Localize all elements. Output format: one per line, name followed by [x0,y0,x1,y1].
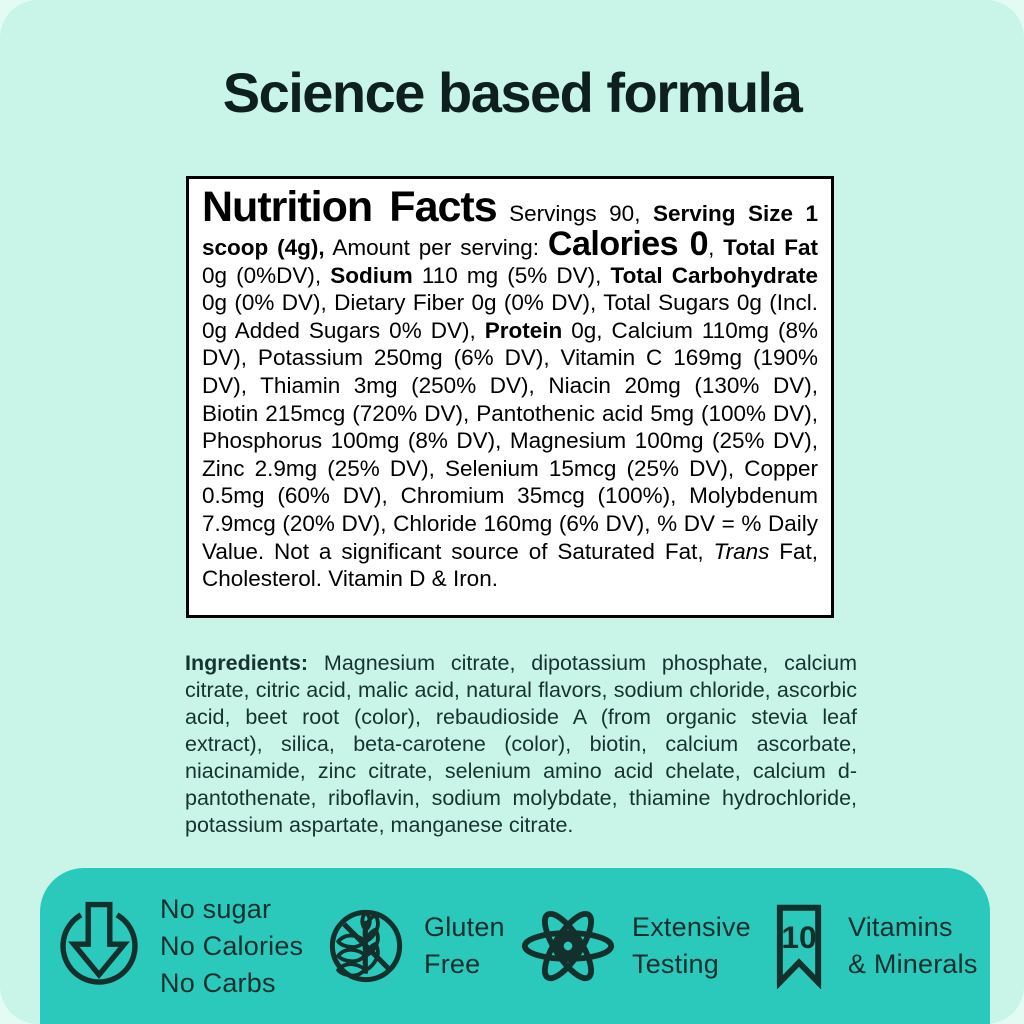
feature-vitamins-minerals [766,868,978,1024]
nutrition-segment: Nutrition Facts [202,183,497,231]
nutrition-segment: Fat, Cholesterol. Vitamin D & Iron. [202,538,818,592]
nutrition-segment: 0g (0%DV), [202,262,331,288]
nutrition-segment: 0g (0% DV), Dietary Fiber 0g (0% DV), Total Sugars 0g (Incl. 0g Added Sugars 0% DV), [202,290,818,343]
feature-no-sugar [54,868,303,1024]
page-title: Science based formula [222,61,802,124]
feature-extensive-testing [520,868,751,1024]
ingredients-label: Ingredients: [185,651,309,675]
features-bar [40,868,990,1024]
feature-labels [848,909,978,983]
nutrition-segment: Serving Size 1 scoop (4g), [202,201,818,260]
gluten-free-icon [324,904,408,988]
nutrition-segment: Total Fat [723,235,818,260]
feature-label-line: Extensive [632,912,751,942]
nutrition-text [202,183,818,593]
feature-label-line: Testing [632,949,719,979]
nutrition-segment: Trans [713,538,770,564]
nutrition-segment: Total Carbohydrate [610,262,818,288]
feature-labels [424,909,505,983]
atom-icon [520,910,616,982]
nutrition-segment: Amount per serving: [324,235,548,260]
feature-label-line: No Calories [160,930,304,961]
feature-label-line: Gluten [424,912,505,942]
arrow-down-circle-icon [54,901,144,991]
nutrition-segment: 110 mg (5% DV), [412,262,611,288]
feature-label-line: No sugar [160,893,272,924]
nutrition-segment: Calories 0 [547,225,709,263]
ribbon-10-icon [766,903,832,989]
nutrition-segment: Sodium [330,262,413,288]
nutrition-segment: Protein [484,317,563,343]
ribbon-number: 10 [781,918,817,955]
feature-gluten-free [324,868,505,1024]
feature-label-line: & Minerals [848,949,978,979]
nutrition-segment: , [708,235,724,260]
feature-label-line: Free [424,949,481,979]
nutrition-segment: 0g, Calcium 110mg (8% DV), Potassium 250mg (6% DV), Vitamin C 169mg (190% DV), Thiamin 3mg (250% DV), Niacin 20mg (130% DV), Biotin 215mcg (720% DV), Pantothenic acid 5mg (100% DV), Phosphorus 100mg (8% DV), Magnesium 100mg (25% DV), Zinc 2.9mg (25% DV), Selenium 15mcg (25% DV), Copper 0.5mg (60% DV), Chromium 35mcg (100%), Molybdenum 7.9mcg (20% DV), Chloride 160mg (6% DV), % DV = % Daily Value. Not a significant source of Saturated Fat, [202,317,818,564]
ingredients-section [185,650,857,839]
nutrition-segment: Servings 90, [496,201,653,226]
feature-labels [632,909,751,983]
ingredients-text: Magnesium citrate, dipotassium phosphate, calcium citrate, citric acid, malic acid, natural flavors, sodium chloride, ascorbic acid, beet root (color), rebaudioside A (from organic stevia leaf extract), silica, beta-carotene (color), biotin, calcium ascorbate, niacinamide, zinc citrate, selenium amino acid chelate, calcium d-pantothenate, riboflavin, sodium molybdate, thiamine hydrochloride, potassium aspartate, manganese citrate. [185,651,857,837]
feature-label-line: No Carbs [160,967,276,998]
feature-label-line: Vitamins [848,912,953,942]
nutrition-panel [186,176,834,618]
feature-labels [160,891,303,1002]
